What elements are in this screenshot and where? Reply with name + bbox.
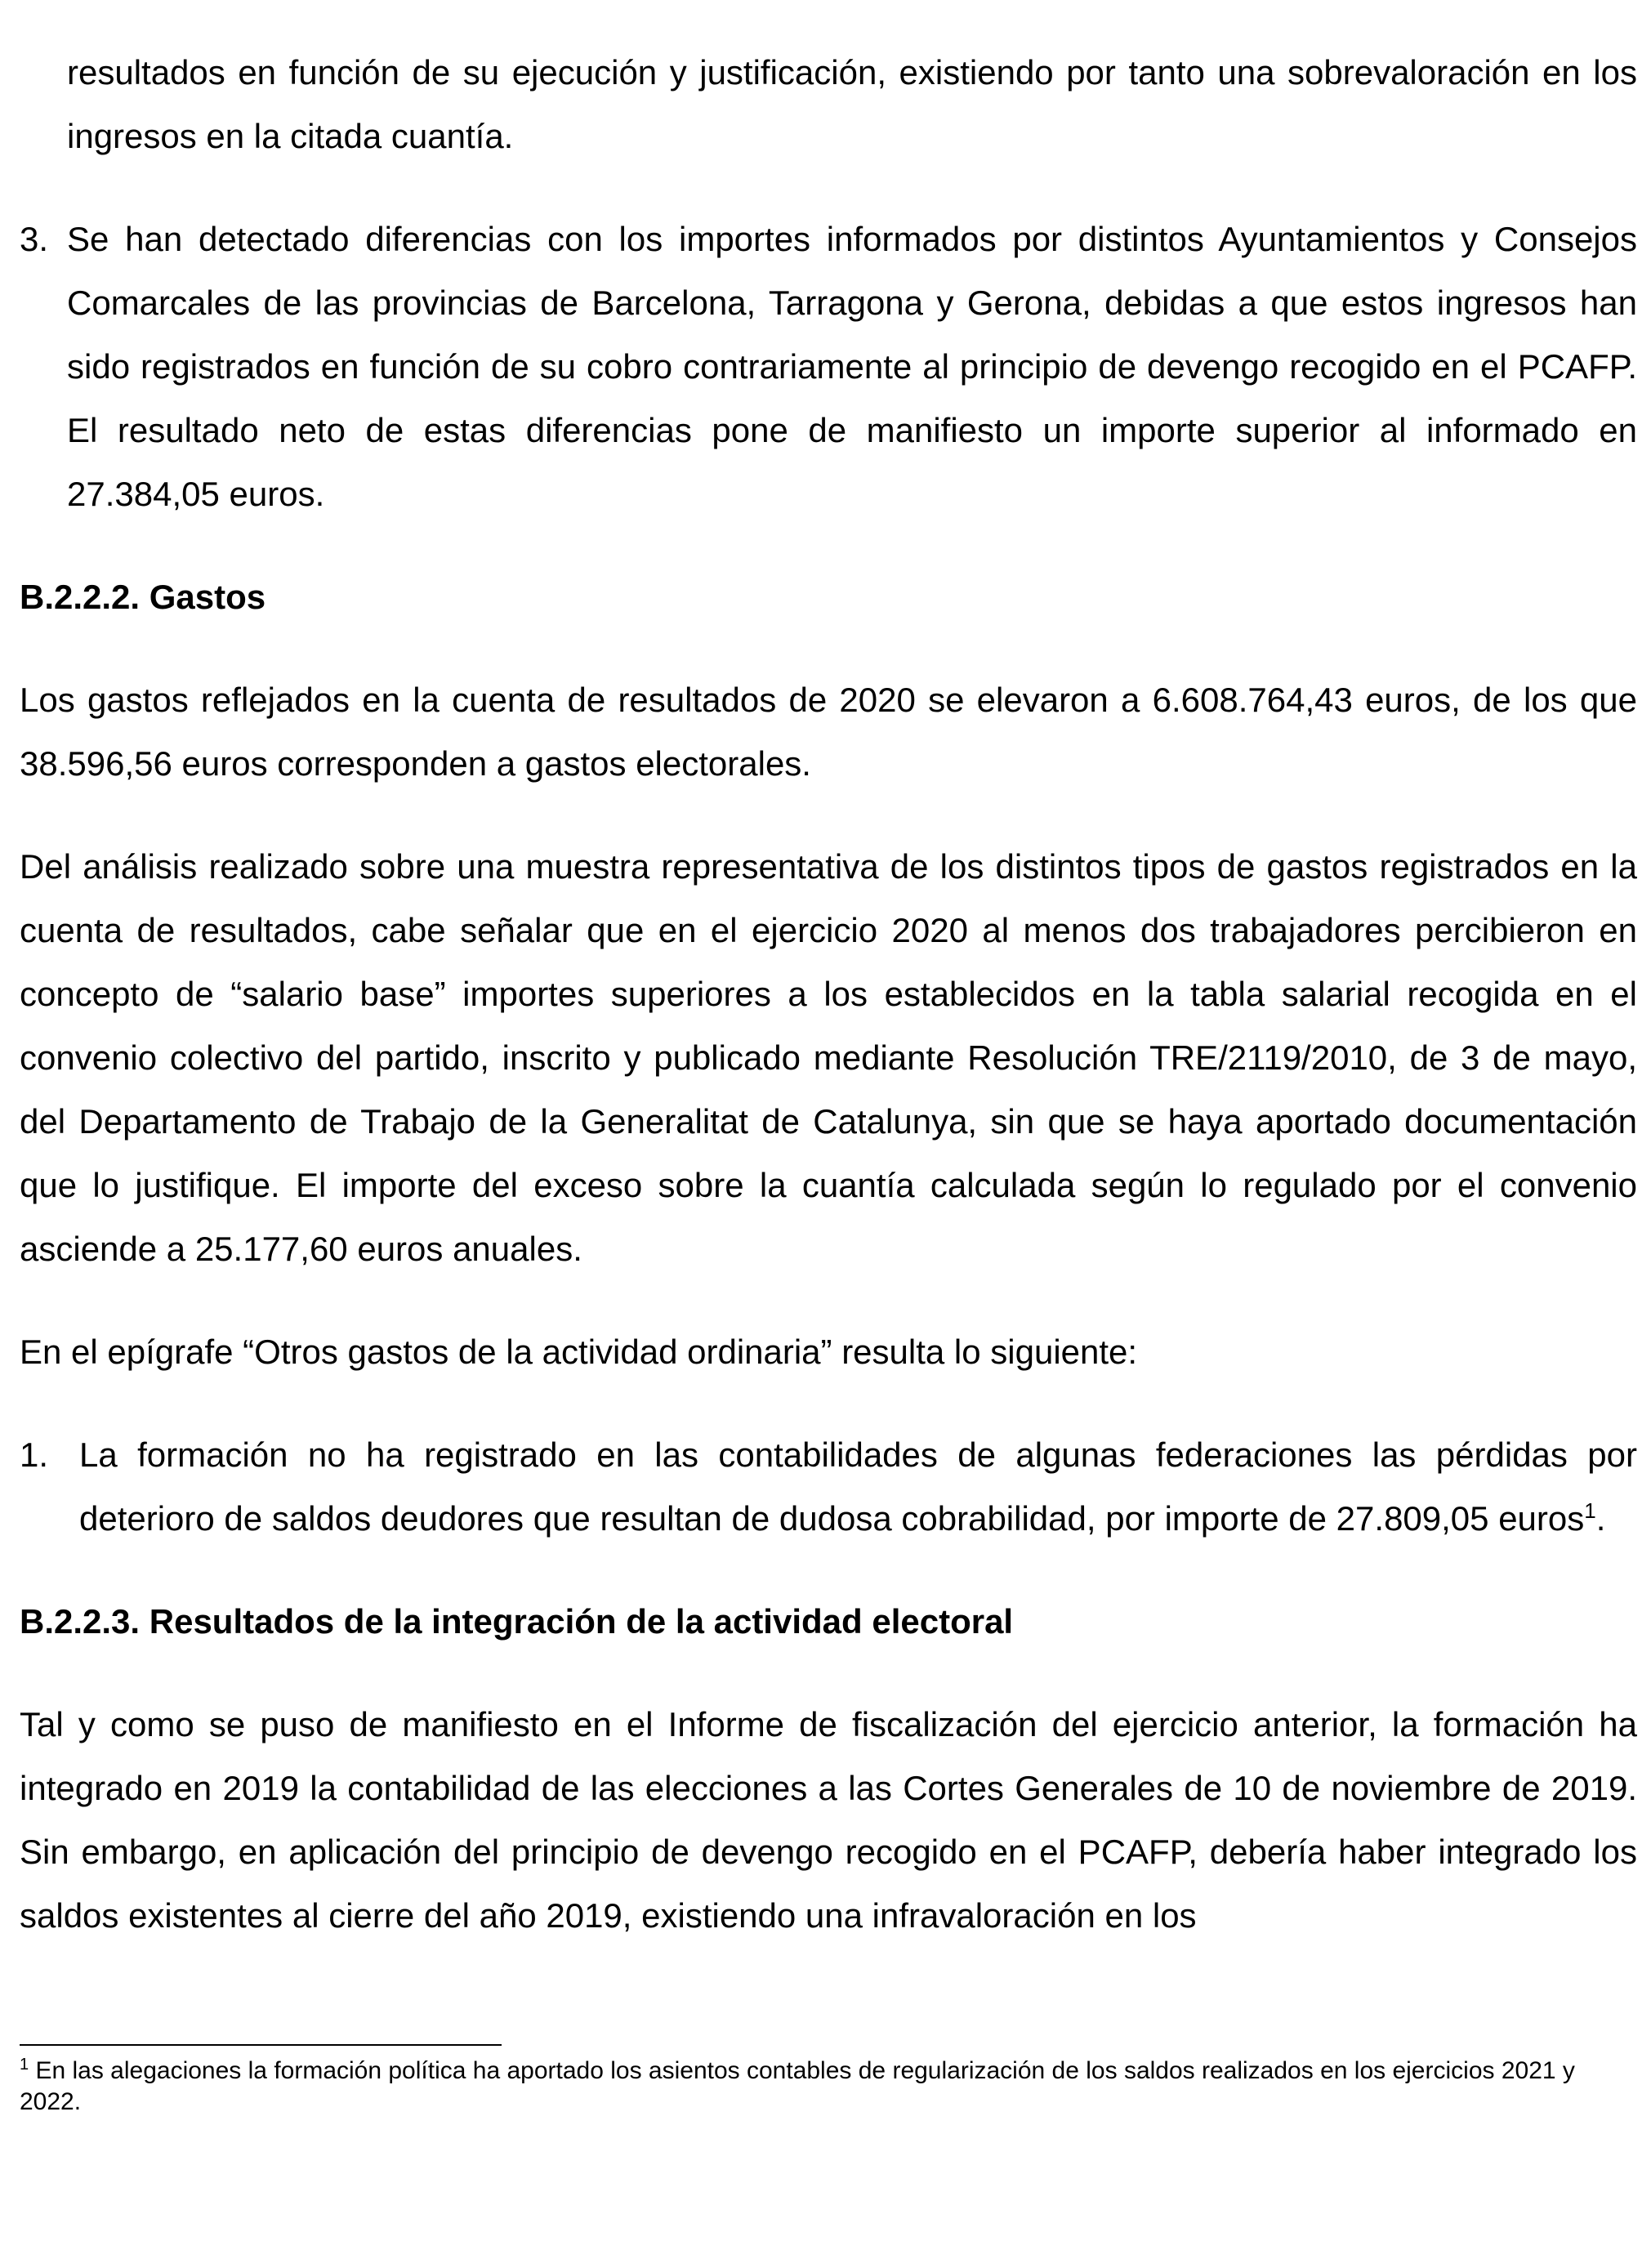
footnote-marker: 1 xyxy=(20,2056,29,2074)
list-item-3 xyxy=(20,208,1637,526)
list-number-3: 3. xyxy=(20,220,49,258)
list-text-1-end: . xyxy=(1595,1499,1606,1538)
paragraph-otros-gastos: En el epígrafe “Otros gastos de la actividad ordinaria” resulta lo siguiente: xyxy=(20,1333,1138,1371)
footnote-separator xyxy=(20,2044,502,2046)
footnote-text: En las alegaciones la formación política ha aportado los asientos contables de regularización de los saldos realizados en los ejercicios 2021 y 2022. xyxy=(20,2057,1575,2115)
footnote-reference[interactable]: 1 xyxy=(1584,1498,1596,1523)
section-heading-resultados: B.2.2.3. Resultados de la integración de la actividad electoral xyxy=(20,1602,1014,1641)
list-text-1-body: La formación no ha registrado en las contabilidades de algunas federaciones las pérdidas por deterioro de saldos deudores que resultan de dudosa cobrabilidad, por importe de 27.809,05 euros xyxy=(79,1435,1637,1538)
list-number-1: 1. xyxy=(20,1435,49,1474)
list-text-1 xyxy=(79,1435,1637,1538)
paragraph-gastos-total: Los gastos reflejados en la cuenta de resultados de 2020 se elevaron a 6.608.764,43 euros, de los que 38.596,56 euros corresponden a gastos electorales. xyxy=(20,681,1637,783)
paragraph-resultados: Tal y como se puso de manifiesto en el Informe de fiscalización del ejercicio anterior, la formación ha integrado en 2019 la contabilidad de las elecciones a las Cortes Generales de 10 de noviembre de 2019. Sin embargo, en aplicación del principio de devengo recogido en el PCAFP, debería haber integrado los saldos existentes al cierre del año 2019, existiendo una infravaloración en los xyxy=(20,1705,1637,1935)
paragraph-income-overvaluation: resultados en función de su ejecución y justificación, existiendo por tanto una sobrevaloración en los ingresos en la citada cuantía. xyxy=(67,53,1637,155)
section-heading-gastos: B.2.2.2. Gastos xyxy=(20,578,266,616)
footnote xyxy=(20,2056,1637,2118)
paragraph-gastos-analysis: Del análisis realizado sobre una muestra representativa de los distintos tipos de gastos registrados en la cuenta de resultados, cabe señalar que en el ejercicio 2020 al menos dos trabajadores percibieron en concepto de “salario base” importes superiores a los establecidos en la tabla salarial recogida en el convenio colectivo del partido, inscrito y publicado mediante Resolución TRE/2119/2010, de 3 de mayo, del Departamento de Trabajo de la Generalitat de Catalunya, sin que se haya aportado documentación que lo justifique. El importe del exceso sobre la cuantía calculada según lo regulado por el convenio asciende a 25.177,60 euros anuales. xyxy=(20,847,1637,1268)
document-page xyxy=(20,41,1637,1987)
list-item-1 xyxy=(20,1423,1637,1551)
list-text-3: Se han detectado diferencias con los importes informados por distintos Ayuntamientos y Consejos Comarcales de las provincias de Barcelona, Tarragona y Gerona, debidas a que estos ingresos han sido registrados en función de su cobro contrariamente al principio de devengo recogido en el PCAFP. El resultado neto de estas diferencias pone de manifiesto un importe superior al informado en 27.384,05 euros. xyxy=(67,220,1637,513)
